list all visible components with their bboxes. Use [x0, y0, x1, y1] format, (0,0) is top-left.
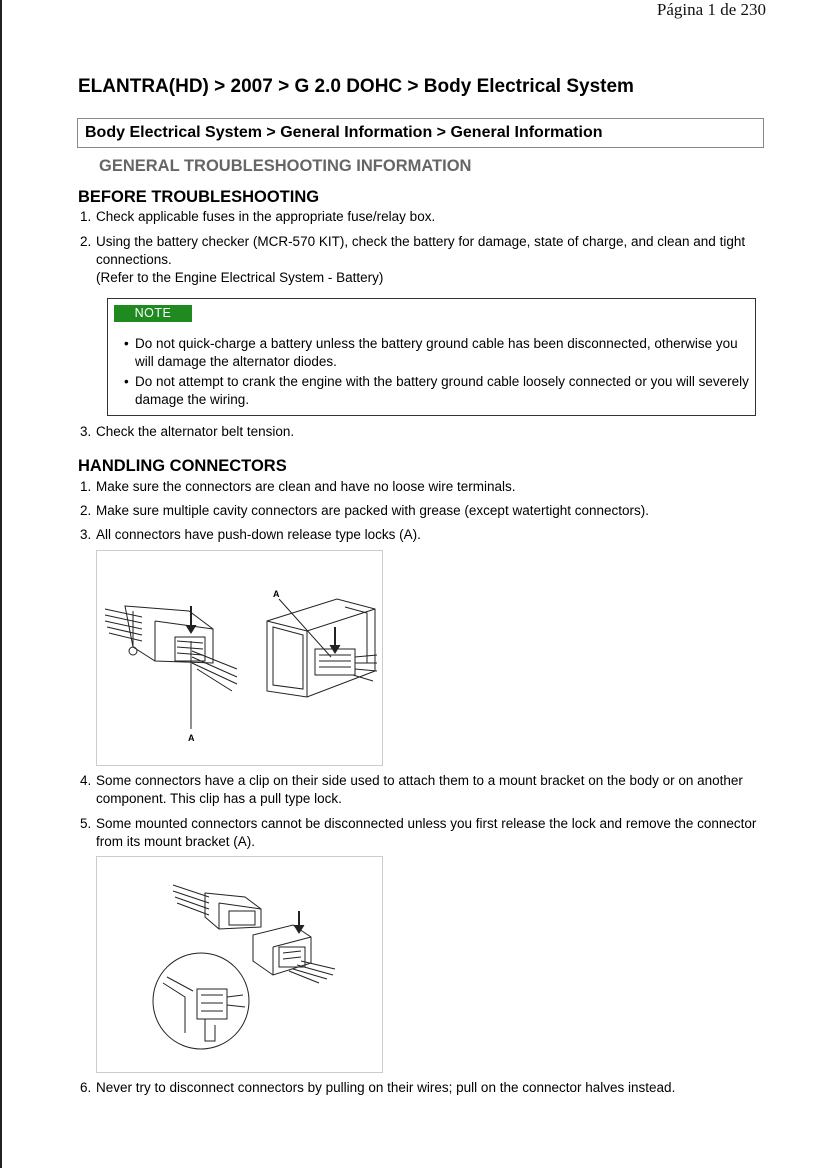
page-left-edge: [0, 0, 2, 1168]
item-number: 2.: [80, 503, 92, 518]
list-item: [80, 526, 760, 544]
item-number: 6.: [80, 1080, 92, 1095]
section-heading: GENERAL TROUBLESHOOTING INFORMATION: [99, 157, 472, 175]
item-number: 3.: [80, 527, 92, 542]
document-title: ELANTRA(HD) > 2007 > G 2.0 DOHC > Body Electrical System: [78, 76, 634, 97]
bullet-dot: •: [124, 336, 129, 351]
mounted-connector-illustration: [97, 857, 382, 1072]
item-text: Make sure multiple cavity connectors are packed with grease (except watertight connectors).: [96, 503, 650, 518]
item-number: 3.: [80, 424, 92, 439]
page-number: Página 1 de 230: [656, 0, 766, 19]
section-path-box: Body Electrical System > General Information > General Information: [77, 118, 764, 148]
list-item: [80, 502, 760, 520]
list-item: [80, 815, 760, 851]
item-number: 1.: [80, 479, 92, 494]
item-text: All connectors have push-down release type locks (A).: [96, 527, 421, 542]
list-item: [80, 772, 760, 808]
item-number: 5.: [80, 816, 92, 831]
item-number: 2.: [80, 234, 92, 249]
list-item: [80, 208, 760, 226]
item-text: Check applicable fuses in the appropriate fuse/relay box.: [96, 209, 436, 224]
item-text: Check the alternator belt tension.: [96, 424, 295, 439]
note-bullet: [124, 373, 750, 409]
connector-lock-illustration: [97, 551, 382, 765]
item-number: 4.: [80, 773, 92, 788]
note-bullet-text: Do not quick-charge a battery unless the battery ground cable has been disconnected, otherwise you will damage the alternator diodes.: [135, 336, 738, 369]
note-bullet-text: Do not attempt to crank the engine with the battery ground cable loosely connected or you will severely damage the wiring.: [135, 374, 749, 407]
note-bullet: [124, 335, 750, 371]
callout-label-a-bottom: A: [188, 733, 195, 743]
item-subtext: (Refer to the Engine Electrical System - Battery): [96, 270, 384, 285]
list-item: [80, 478, 760, 496]
mounted-connector-figure: [96, 856, 383, 1073]
item-text: Never try to disconnect connectors by pulling on their wires; pull on the connector halves instead.: [96, 1080, 676, 1095]
item-text: Using the battery checker (MCR-570 KIT), check the battery for damage, state of charge, and clean and tight connections.: [96, 234, 746, 267]
item-number: 1.: [80, 209, 92, 224]
note-box: [107, 298, 756, 416]
callout-label-a-top: A: [273, 589, 280, 599]
handling-connectors-heading: HANDLING CONNECTORS: [78, 457, 287, 475]
connector-lock-figure: [96, 550, 383, 766]
list-item: [80, 233, 760, 287]
before-troubleshooting-heading: BEFORE TROUBLESHOOTING: [78, 188, 320, 206]
list-item: [80, 423, 760, 441]
item-text: Make sure the connectors are clean and have no loose wire terminals.: [96, 479, 516, 494]
item-text: Some mounted connectors cannot be disconnected unless you first release the lock and remove the connector from its mount bracket (A).: [96, 816, 757, 849]
item-text: Some connectors have a clip on their side used to attach them to a mount bracket on the body or on another component. This clip has a pull type lock.: [96, 773, 743, 806]
bullet-dot: •: [124, 374, 129, 389]
note-tag: NOTE: [114, 305, 192, 322]
list-item: [80, 1079, 760, 1097]
